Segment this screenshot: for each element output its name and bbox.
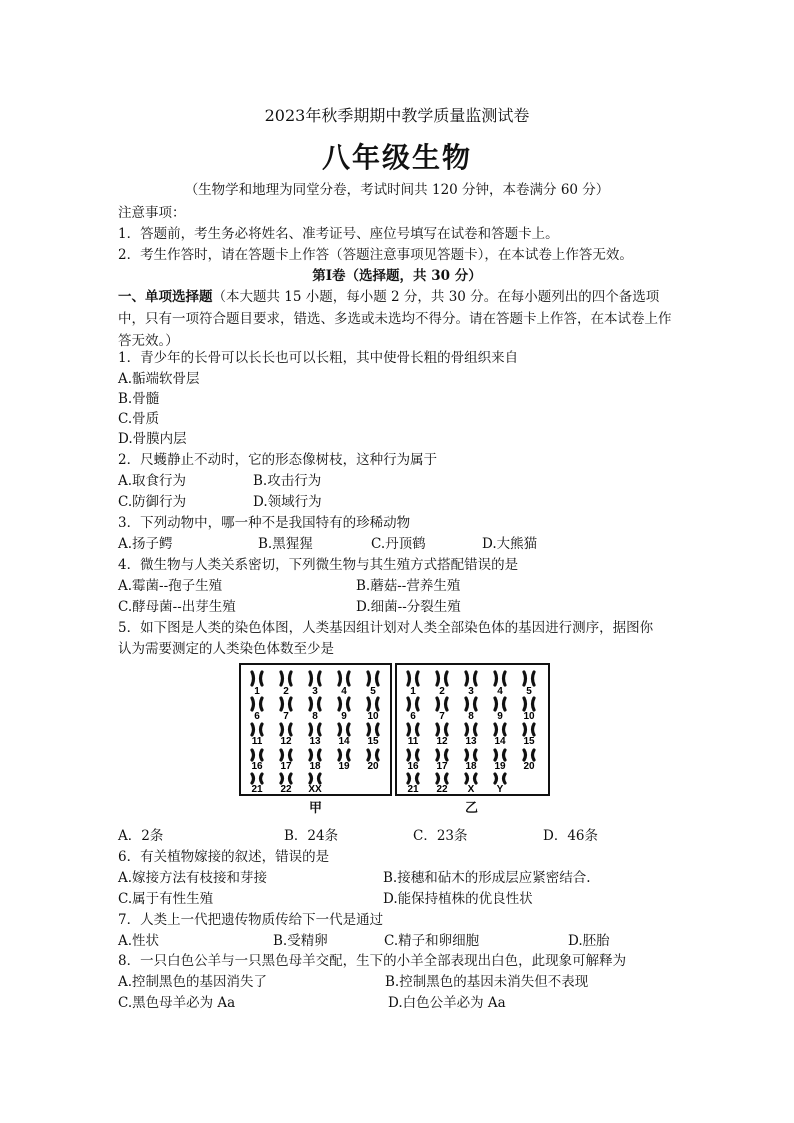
chromosome-pair-right-8 — [466, 698, 476, 710]
option: B.控制黑色的基因未消失但不表现 — [385, 974, 589, 990]
chromosome-pair-left-17 — [281, 750, 291, 760]
chromosome-pair-left-11 — [252, 724, 262, 735]
chromosome-pair-left-14 — [339, 724, 349, 735]
chromosome-label: 12 — [436, 736, 448, 747]
question-stem: 7．人类上一代把遗传物质传给下一代是通过 — [118, 912, 384, 928]
option: A.取食行为 — [118, 473, 187, 489]
option: D.细菌--分裂生殖 — [356, 599, 461, 615]
chromosome-label: 17 — [280, 761, 292, 772]
chromosome-pair-left-8 — [310, 698, 320, 710]
chromosome-pair-left-7 — [281, 698, 291, 710]
chromosome-label: 4 — [497, 686, 503, 697]
chromosome-label: 14 — [338, 736, 350, 747]
option: A.霉菌--孢子生殖 — [118, 578, 223, 594]
chromosome-pair-right-5 — [524, 672, 534, 685]
chromosome-label: 8 — [312, 711, 318, 722]
chromosome-label: 18 — [465, 761, 477, 772]
chromosome-pair-left-6 — [252, 698, 262, 710]
chromosome-label: 5 — [370, 686, 376, 697]
chromosome-label: 7 — [283, 711, 289, 722]
option: D．46条 — [543, 828, 599, 844]
chromosome-label: 10 — [367, 711, 379, 722]
chromosome-pair-right-X — [466, 774, 476, 783]
chromosome-label: XX — [308, 784, 322, 795]
chromosome-pair-right-4 — [495, 672, 505, 685]
option: C.精子和卵细胞 — [384, 933, 480, 949]
option: D.大熊猫 — [482, 536, 538, 552]
chromosome-pair-right-22 — [437, 774, 447, 783]
question-stem: 4．微生物与人类关系密切，下列微生物与其生殖方式搭配错误的是 — [118, 557, 519, 573]
chromosome-label: 11 — [251, 736, 263, 747]
option: A.骺端软骨层 — [118, 371, 200, 387]
chromosome-pair-right-Y — [495, 774, 505, 783]
section-instructions — [118, 286, 678, 352]
chromosome-pair-left-5 — [368, 672, 378, 685]
option: B.攻击行为 — [253, 473, 322, 489]
chromosome-label: 22 — [436, 784, 448, 795]
chromosome-pair-right-10 — [524, 698, 534, 710]
chromosome-pair-right-17 — [437, 750, 447, 760]
chromosome-label: 3 — [468, 686, 474, 697]
chromosome-pair-left-19 — [339, 750, 349, 760]
chromosome-label: 7 — [439, 711, 445, 722]
chromosome-pair-left-3 — [310, 672, 320, 685]
chromosome-label: 14 — [494, 736, 506, 747]
subject-title: 八年级生物 — [321, 141, 472, 174]
chromosome-pair-right-6 — [408, 698, 418, 710]
option: C.防御行为 — [118, 494, 187, 510]
chromosome-pair-left-2 — [281, 672, 291, 685]
option: A.扬子鳄 — [118, 536, 173, 552]
chromosome-label: 19 — [338, 761, 350, 772]
chromosome-label: 1 — [254, 686, 260, 697]
chromosome-label: 2 — [439, 686, 445, 697]
chromosome-label: 8 — [468, 711, 474, 722]
chromosome-label: 5 — [526, 686, 532, 697]
chromosome-label: 4 — [341, 686, 347, 697]
chromosome-label: 12 — [280, 736, 292, 747]
chromosome-pair-right-2 — [437, 672, 447, 685]
chromosome-pair-right-21 — [408, 774, 418, 783]
chromosome-label: 3 — [312, 686, 318, 697]
question-stem: 5．如下图是人类的染色体图，人类基因组计划对人类全部染色体的基因进行测序，据图你 — [118, 620, 654, 636]
chromosome-label: 18 — [309, 761, 321, 772]
option: B.黑猩猩 — [258, 536, 313, 552]
karyotype-diagram — [239, 663, 551, 815]
option: A．2条 — [118, 828, 164, 844]
chromosome-pair-right-12 — [437, 724, 447, 735]
chromosome-pair-right-19 — [495, 750, 505, 760]
chromosome-pair-left-4 — [339, 672, 349, 685]
panel-right-caption: 乙 — [465, 801, 479, 816]
chromosome-pair-left-20 — [368, 750, 378, 760]
chromosome-pair-right-18 — [466, 750, 476, 760]
question-stem: 8．一只白色公羊与一只黑色母羊交配，生下的小羊全部表现出白色，此现象可解释为 — [118, 953, 627, 969]
chromosome-label: 20 — [367, 761, 379, 772]
chromosome-label: 11 — [407, 736, 419, 747]
chromosome-label: 6 — [410, 711, 416, 722]
option: C.丹顶鹤 — [371, 536, 426, 552]
option: A.性状 — [118, 933, 160, 949]
chromosome-label: 15 — [367, 736, 379, 747]
option: C．23条 — [413, 828, 468, 844]
chromosome-pair-left-13 — [310, 724, 320, 735]
chromosome-pair-left-1 — [252, 672, 262, 685]
chromosome-label: 1 — [410, 686, 416, 697]
section-title: 第Ⅰ卷（选择题，共 30 分） — [312, 268, 482, 284]
question-stem: 3．下列动物中，哪一种不是我国特有的珍稀动物 — [118, 515, 411, 531]
option: D.领域行为 — [253, 494, 322, 510]
panel-left-caption: 甲 — [309, 801, 323, 816]
chromosome-pair-right-14 — [495, 724, 505, 735]
chromosome-label: 6 — [254, 711, 260, 722]
chromosome-label: X — [467, 784, 475, 795]
option: A.控制黑色的基因消失了 — [118, 974, 268, 990]
chromosome-pair-right-13 — [466, 724, 476, 735]
chromosome-label: 21 — [407, 784, 419, 795]
chromosome-pair-right-1 — [408, 672, 418, 685]
chromosome-label: 13 — [309, 736, 321, 747]
option: D.骨膜内层 — [118, 431, 187, 447]
exam-title: 2023年秋季期期中教学质量监测试卷 — [264, 106, 530, 125]
chromosome-pair-right-11 — [408, 724, 418, 735]
chromosome-pair-right-20 — [524, 750, 534, 760]
option: C.黑色母羊必为 Aa — [118, 995, 236, 1011]
chromosome-label: 16 — [407, 761, 419, 772]
notice-title: 注意事项： — [118, 205, 186, 221]
chromosome-label: 20 — [523, 761, 535, 772]
question-stem: 2．尺蠖静止不动时，它的形态像树枝，这种行为属于 — [118, 452, 438, 468]
chromosome-pair-left-15 — [368, 724, 378, 735]
section-instructions-text: （本大题共 15 小题，每小题 2 分，共 30 分。在每小题列出的四个备选项中，只有一项符合题目要求，错选、多选或未选均不得分。请在答题卡上作答，在本试卷上作答无效。） — [118, 289, 672, 349]
chromosome-pair-right-7 — [437, 698, 447, 710]
option: B.骨髓 — [118, 391, 160, 407]
option: D.白色公羊必为 Aa — [388, 995, 506, 1011]
karyotype-figure — [239, 663, 551, 815]
question-stem-continued: 认为需要测定的人类染色体数至少是 — [118, 641, 334, 657]
chromosome-pair-left-22 — [281, 774, 291, 783]
question-stem: 6．有关植物嫁接的叙述，错误的是 — [118, 849, 330, 865]
chromosome-pair-right-15 — [524, 724, 534, 735]
chromosome-label: 9 — [497, 711, 503, 722]
chromosome-label: 2 — [283, 686, 289, 697]
chromosome-label: 9 — [341, 711, 347, 722]
option: B．24条 — [284, 828, 339, 844]
chromosome-pair-left-10 — [368, 698, 378, 710]
chromosome-pair-right-3 — [466, 672, 476, 685]
chromosome-pair-left-16 — [252, 750, 262, 760]
chromosome-label: 15 — [523, 736, 535, 747]
option: C.酵母菌--出芽生殖 — [118, 599, 236, 615]
chromosome-pair-left-XX — [310, 774, 320, 783]
chromosome-pair-right-9 — [495, 698, 505, 710]
chromosome-label: 16 — [251, 761, 263, 772]
chromosome-label: 21 — [251, 784, 263, 795]
option: C.属于有性生殖 — [118, 891, 214, 907]
chromosome-label: 17 — [436, 761, 448, 772]
exam-note: （生物学和地理为同堂分卷，考试时间共 120 分钟，本卷满分 60 分） — [184, 182, 610, 198]
option: B.受精卵 — [273, 933, 328, 949]
question-stem: 1．青少年的长骨可以长长也可以长粗，其中使骨长粗的骨组织来自 — [118, 350, 519, 366]
option: B.蘑菇--营养生殖 — [356, 578, 461, 594]
notice-item: 1．答题前，考生务必将姓名、准考证号、座位号填写在试卷和答题卡上。 — [118, 226, 559, 242]
option: C.骨质 — [118, 411, 160, 427]
option: D.胚胎 — [568, 933, 610, 949]
option: D.能保持植株的优良性状 — [383, 891, 533, 907]
chromosome-label: 10 — [523, 711, 535, 722]
chromosome-pair-left-12 — [281, 724, 291, 735]
chromosome-pair-left-21 — [252, 774, 262, 783]
section-instructions-heading: 一、单项选择题 — [118, 289, 213, 305]
chromosome-pair-left-9 — [339, 698, 349, 710]
chromosome-label: 13 — [465, 736, 477, 747]
chromosome-label: 22 — [280, 784, 292, 795]
chromosome-label: Y — [496, 784, 504, 795]
chromosome-pair-right-16 — [408, 750, 418, 760]
chromosome-pair-left-18 — [310, 750, 320, 760]
chromosome-label: 19 — [494, 761, 506, 772]
option: A.嫁接方法有枝接和芽接 — [118, 870, 268, 886]
option: B.接穗和砧木的形成层应紧密结合. — [383, 870, 591, 886]
notice-item: 2．考生作答时，请在答题卡上作答（答题注意事项见答题卡），在本试卷上作答无效。 — [118, 247, 633, 263]
